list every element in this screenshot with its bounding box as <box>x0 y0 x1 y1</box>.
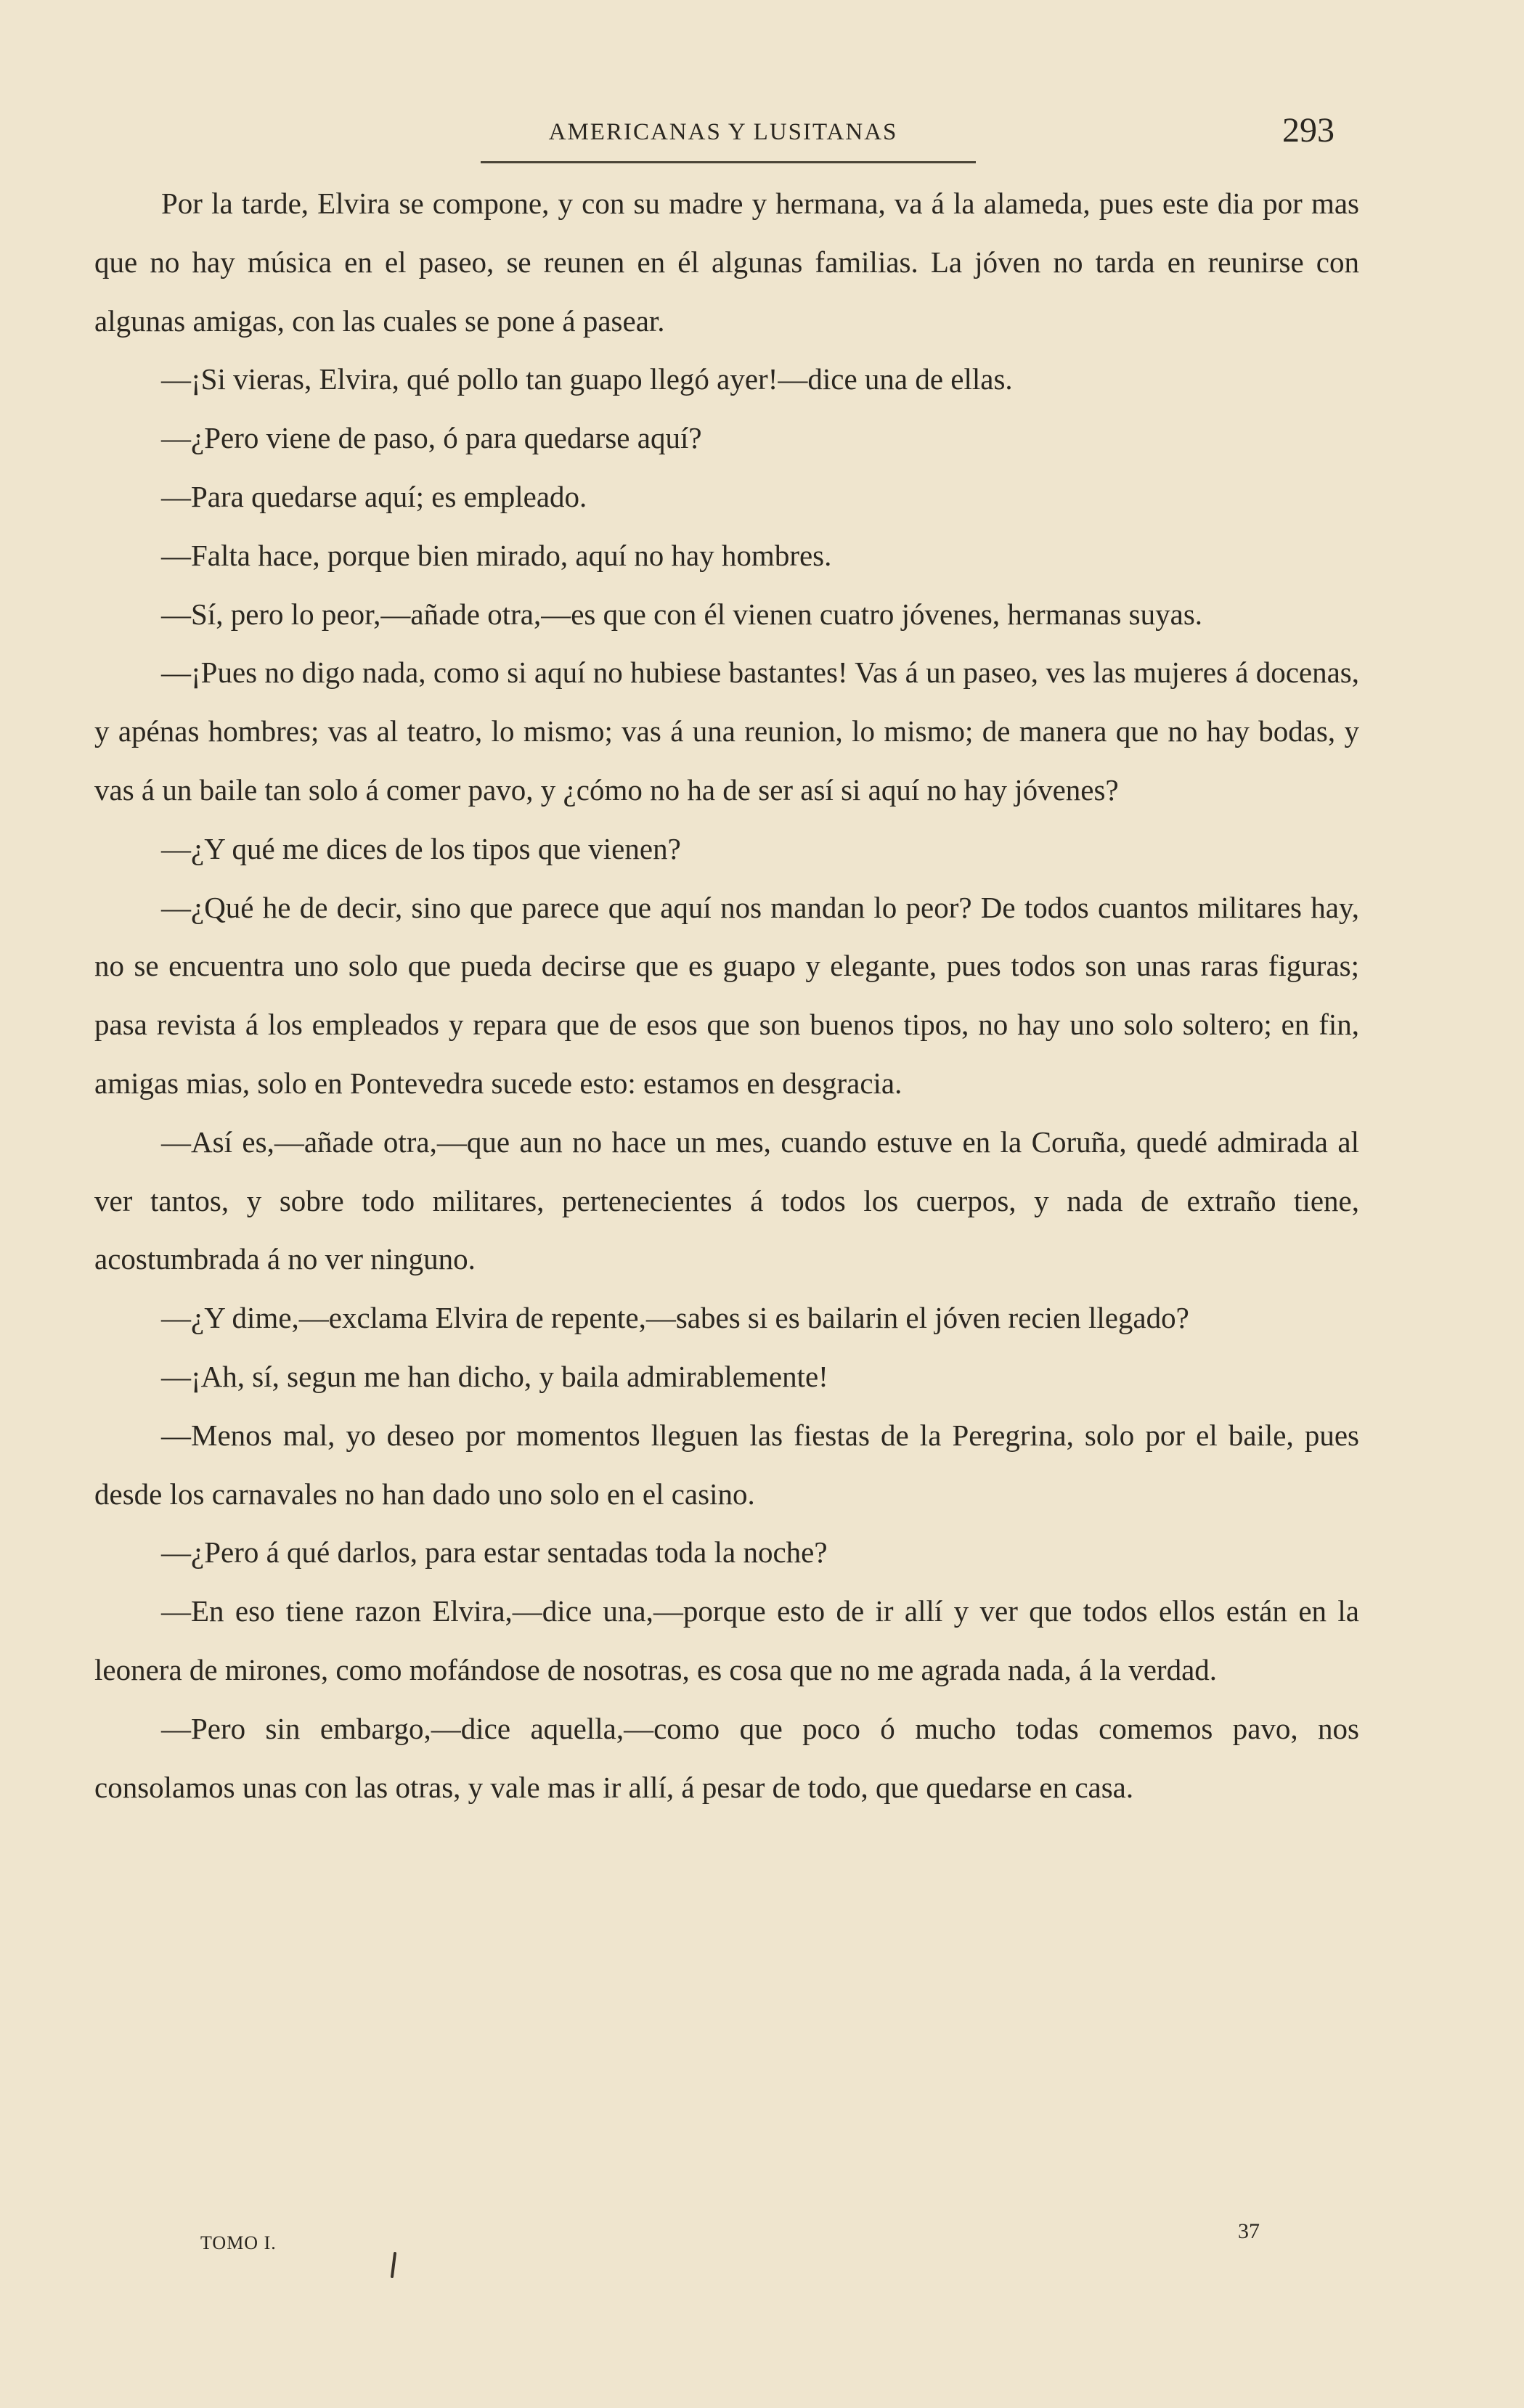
paragraph: Por la tarde, Elvira se compone, y con su madre y hermana, va á la alameda, pues este dia por mas que no hay música en el paseo, se reunen en él algunas familias. La jóven no tarda en reunirse con algunas amigas, con las cuales se pone á pasear. <box>94 187 1359 338</box>
paragraph: —¿Y qué me dices de los tipos que vienen? <box>161 831 681 865</box>
signature-mark: 37 <box>1238 2219 1260 2243</box>
page-number: 293 <box>1282 111 1334 150</box>
paragraph: —¿Y dime,—exclama Elvira de repente,—sabes si es bailarin el jóven recien llegado? <box>161 1301 1189 1335</box>
body-text <box>94 174 1359 1816</box>
paragraph: —Así es,—añade otra,—que aun no hace un mes, cuando estuve en la Coruña, quedé admirada al ver tantos, y sobre todo militares, pertenecientes á todos los cuerpos, y nada de extraño tiene, acostumbrada á no ver ninguno. <box>94 1125 1359 1276</box>
paragraph: —¡Si vieras, Elvira, qué pollo tan guapo llegó ayer!—dice una de ellas. <box>161 362 1013 396</box>
paragraph: —En eso tiene razon Elvira,—dice una,—porque esto de ir allí y ver que todos ellos están en la leonera de mirones, como mofándose de nosotras, es cosa que no me agrada nada, á la verdad. <box>94 1594 1359 1686</box>
paragraph: —¿Qué he de decir, sino que parece que aquí nos mandan lo peor? De todos cuantos militares hay, no se encuentra uno solo que pueda decirse que es guapo y elegante, pues todos son unas raras figuras; pasa revista á los empleados y repara que de esos que son buenos tipos, no hay uno solo soltero; en fin, amigas mias, solo en Pontevedra sucede esto: estamos en desgracia. <box>94 890 1359 1100</box>
paragraph: —¿Pero viene de paso, ó para quedarse aquí? <box>161 421 702 455</box>
paragraph: —Falta hace, porque bien mirado, aquí no hay hombres. <box>161 538 832 572</box>
paragraph: —¿Pero á qué darlos, para estar sentadas toda la noche? <box>161 1535 828 1570</box>
paragraph: —¡Pues no digo nada, como si aquí no hubiese bastantes! Vas á un paseo, ves las mujeres á docenas, y apénas hombres; vas al teatro, lo mismo; vas á una reunion, lo mismo; de manera que no hay bodas, y vas á un baile tan solo á comer pavo, y ¿cómo no ha de ser así si aquí no hay jóvenes? <box>94 656 1359 807</box>
paragraph: —Menos mal, yo deseo por momentos lleguen las fiestas de la Peregrina, solo por el baile, pues desde los carnavales no han dado uno solo en el casino. <box>94 1418 1359 1511</box>
ink-mark-icon <box>386 2252 401 2278</box>
paragraph: —Sí, pero lo peor,—añade otra,—es que con él vienen cuatro jóvenes, hermanas suyas. <box>161 597 1203 631</box>
paragraph: —Pero sin embargo,—dice aquella,—como que poco ó mucho todas comemos pavo, nos consolamos unas con las otras, y vale mas ir allí, á pesar de todo, que quedarse en casa. <box>94 1711 1359 1804</box>
paragraph: —Para quedarse aquí; es empleado. <box>161 479 587 513</box>
header-rule <box>481 161 976 163</box>
running-title: AMERICANAS Y LUSITANAS <box>548 119 898 145</box>
paragraph: —¡Ah, sí, segun me han dicho, y baila admirablemente! <box>161 1359 828 1393</box>
volume-label: TOMO I. <box>200 2232 277 2253</box>
